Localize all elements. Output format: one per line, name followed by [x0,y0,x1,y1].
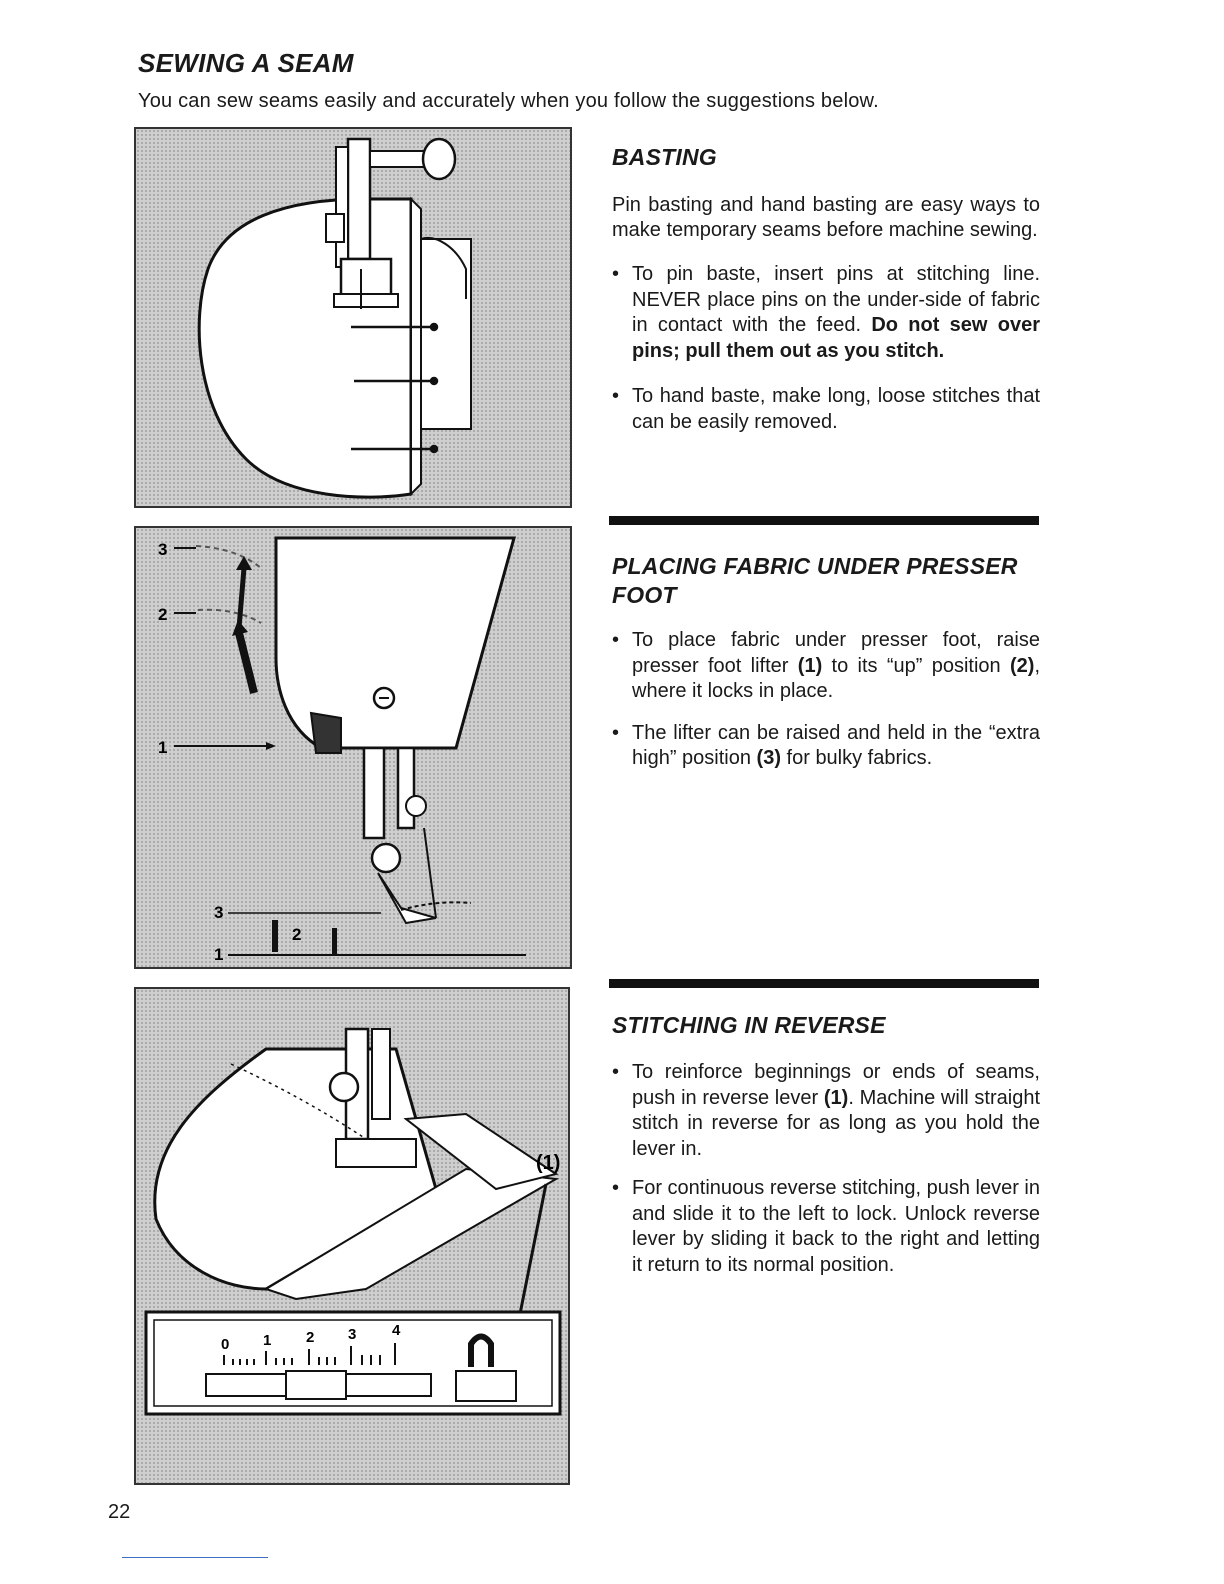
basting-heading: BASTING [612,144,717,170]
placing-fabric-heading: PLACING FABRIC UNDER PRESSER FOOT [612,553,1018,608]
reverse-heading: STITCHING IN REVERSE [612,1012,886,1038]
dial-number-0: 0 [221,1336,230,1353]
reverse-bullet-1 [612,1060,1040,1162]
dial-number-4: 4 [392,1322,401,1339]
figure-reverse-lever [134,987,570,1485]
figure-presser-foot-lifter [134,526,572,969]
dial-number-3: 3 [348,1326,357,1343]
basting-paragraph: Pin basting and hand basting are easy ways to make temporary seams before machine sewing. [612,194,1040,241]
placing-bullet-2-text-c: for bulky fabrics. [780,747,933,769]
up-position-ref-2: (2) [1009,654,1035,677]
height-label-2: 2 [292,925,302,944]
section-divider [609,979,1039,988]
pin-basting-illustration [136,129,572,508]
lifter-label-3: 3 [158,540,168,559]
lifter-label-2: 2 [158,605,168,624]
lifter-ref-1: (1) [797,654,823,677]
pin-basting-bullet [612,262,1040,364]
page-title: SEWING A SEAM [138,48,354,78]
pin-basting-warning: Do not sew over pins; pull them out as you stitch. [632,314,1040,362]
dial-number-2: 2 [306,1329,315,1346]
placing-bullet-1 [612,628,1040,705]
presser-foot-illustration [136,528,572,969]
lifter-label-1: 1 [158,738,168,757]
placing-fabric-section [612,552,1040,772]
figure-pin-basting [134,127,572,508]
reverse-bullet-2: • For continuous reverse stitching, push lever in and slide it to the left to lock. Unlock reverse lever by sliding it back to the right and letting it return to its normal position. [612,1176,1040,1278]
reverse-bullet-1-text-c: . Machine will straight stitch in reverse for as long as you hold the lever in. [632,1086,1041,1160]
basting-section [612,143,1040,435]
placing-bullet-1-text-c: to its “up” position [822,654,1010,677]
reverse-lever-ref-1: (1) [823,1086,849,1109]
hand-basting-bullet: • To hand baste, make long, loose stitches that can be easily removed. [612,384,1040,435]
placing-bullet-1-text-a: To place fabric under presser foot, raise presser foot lifter [632,629,1040,677]
intro-text: You can sew seams easily and accurately when you follow the suggestions below. [138,90,879,112]
section-divider [609,516,1039,525]
height-label-1: 1 [214,945,224,964]
height-label-3: 3 [214,903,224,922]
reverse-section [612,1011,1040,1278]
footer-line [122,1557,268,1558]
extra-high-ref-3: (3) [756,747,781,769]
page-number: 22 [108,1501,131,1523]
placing-bullet-2 [612,721,1040,772]
reverse-bullet-1-text-a: To reinforce beginnings or ends of seams, push in reverse lever [632,1061,1040,1109]
pin-basting-text: To pin baste, insert pins at stitching line. NEVER place pins on the under-side of fabric in contact with the feed. [632,263,1040,336]
placing-bullet-1-text-e: , where it locks in place. [632,654,1040,702]
dial-number-1: 1 [263,1332,272,1349]
placing-bullet-2-text-a: The lifter can be raised and held in the “extra high” position [632,721,1040,769]
reverse-lever-label: (1) [536,1152,561,1174]
reverse-lever-illustration [136,989,570,1485]
